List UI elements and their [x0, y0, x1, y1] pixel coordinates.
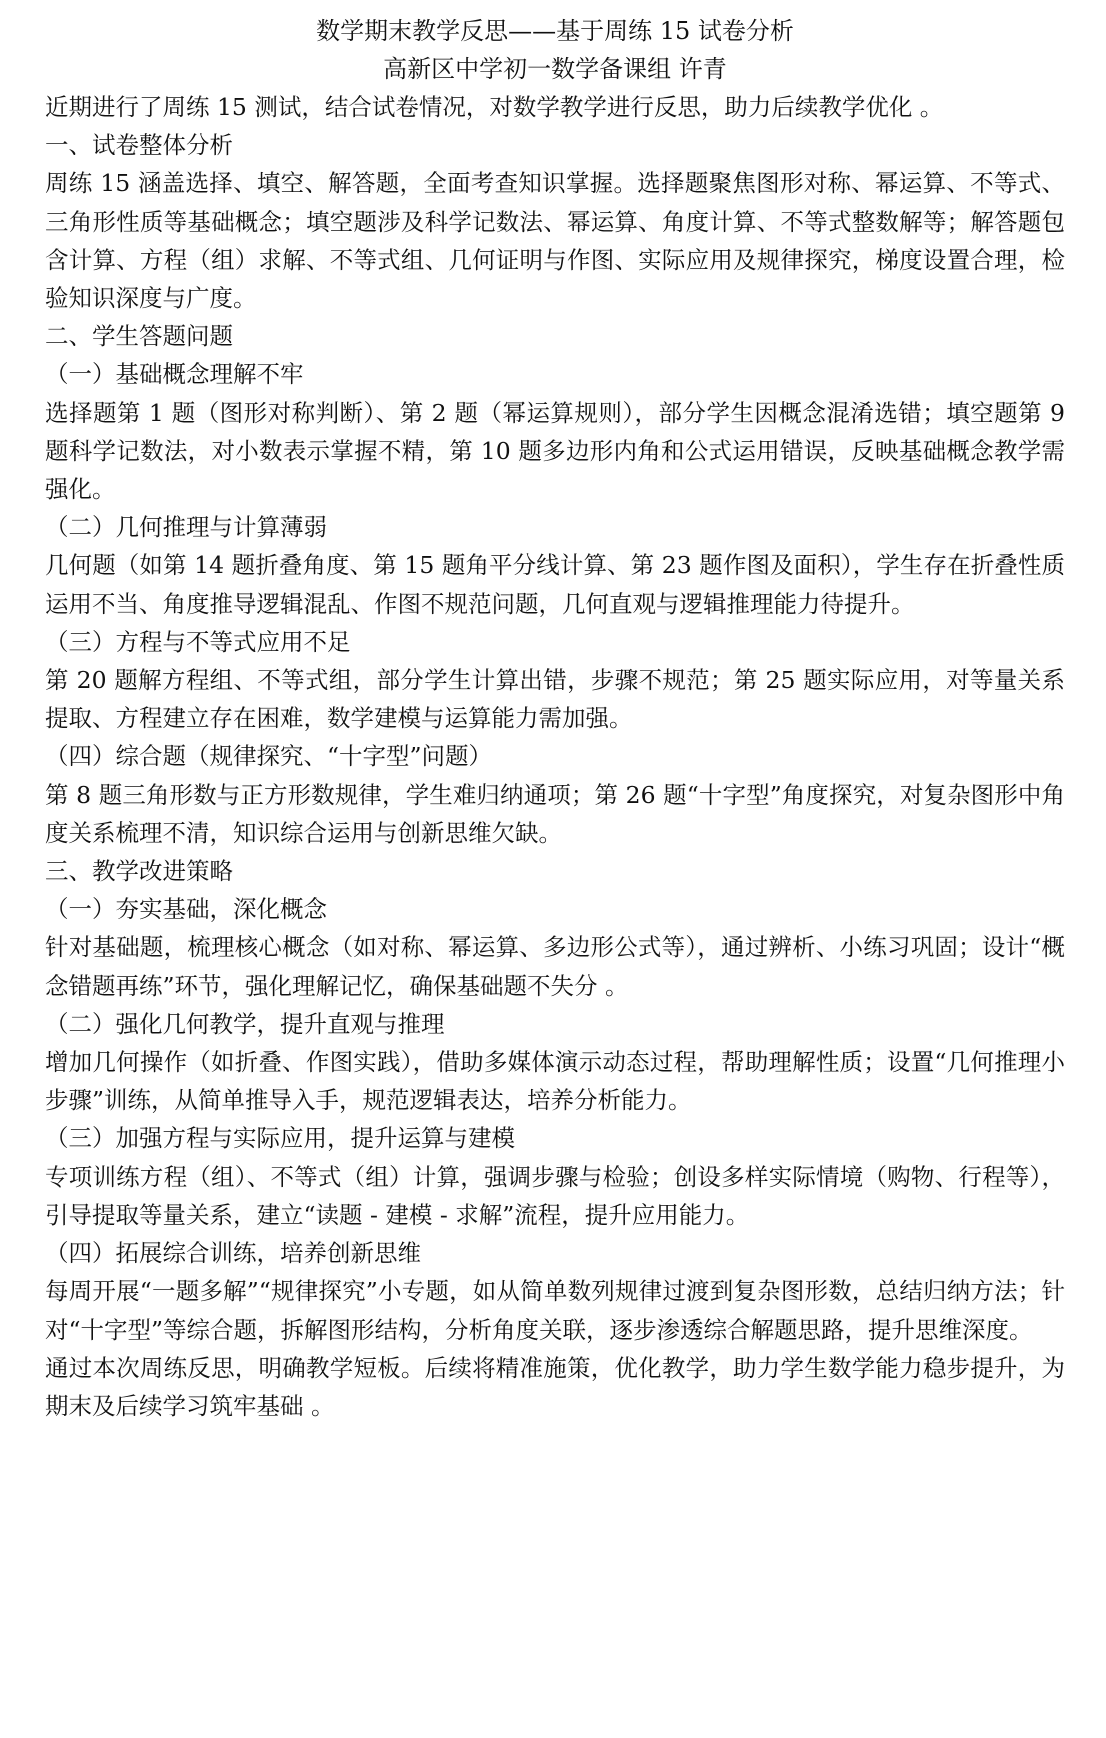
section2-sub1-paragraph: 选择题第 1 题（图形对称判断）、第 2 题（幂运算规则），部分学生因概念混淆选错；填空题第 9 题科学记数法，对小数表示掌握不精，第 10 题多边形内角和公式运用错误，反映基础概念教学需强化。 [45, 398, 1065, 504]
section3-sub1-paragraph: 针对基础题，梳理核心概念（如对称、幂运算、多边形公式等），通过辨析、小练习巩固；设计“概念错题再练”环节，强化理解记忆，确保基础题不失分 。 [45, 933, 1065, 1000]
section2-sub3-paragraph: 第 20 题解方程组、不等式组，部分学生计算出错，步骤不规范；第 25 题实际应用，对等量关系提取、方程建立存在困难，数学建模与运算能力需加强。 [45, 666, 1065, 733]
document-author: 高新区中学初一数学备课组 许青 [383, 55, 727, 83]
section3-sub4-paragraph: 每周开展“一题多解”“规律探究”小专题，如从简单数列规律过渡到复杂图形数，总结归纳方法；针对“十字型”等综合题，拆解图形结构，分析角度关联，逐步渗透综合解题思路，提升思维深度。 [45, 1277, 1065, 1344]
section2-sub1-title: （一）基础概念理解不牢 [45, 360, 304, 389]
section3-sub4-title: （四）拓展综合训练，培养创新思维 [45, 1239, 421, 1268]
intro-paragraph: 近期进行了周练 15 测试，结合试卷情况，对数学教学进行反思，助力后续教学优化 。 [45, 93, 944, 121]
section3-heading: 三、教学改进策略 [45, 857, 233, 886]
document-page [45, 12, 1065, 1425]
conclusion-paragraph: 通过本次周练反思，明确教学短板。后续将精准施策，优化教学，助力学生数学能力稳步提升，为期末及后续学习筑牢基础 。 [45, 1353, 1065, 1420]
document-title: 数学期末教学反思——基于周练 15 试卷分析 [316, 17, 794, 45]
section3-sub2-title: （二）强化几何教学，提升直观与推理 [45, 1009, 445, 1038]
section2-sub3-title: （三）方程与不等式应用不足 [45, 627, 351, 656]
section2-heading: 二、学生答题问题 [45, 322, 233, 351]
section1-heading: 一、试卷整体分析 [45, 131, 233, 160]
section2-sub2-paragraph: 几何题（如第 14 题折叠角度、第 15 题角平分线计算、第 23 题作图及面积），学生存在折叠性质运用不当、角度推导逻辑混乱、作图不规范问题，几何直观与逻辑推理能力待提升。 [45, 551, 1065, 618]
section3-sub3-title: （三）加强方程与实际应用，提升运算与建模 [45, 1124, 515, 1153]
section3-sub2-paragraph: 增加几何操作（如折叠、作图实践），借助多媒体演示动态过程，帮助理解性质；设置“几何推理小步骤”训练，从简单推导入手，规范逻辑表达，培养分析能力。 [45, 1048, 1065, 1115]
section3-sub1-title: （一）夯实基础，深化概念 [45, 895, 327, 924]
section2-sub2-title: （二）几何推理与计算薄弱 [45, 513, 327, 542]
section1-paragraph: 周练 15 涵盖选择、填空、解答题，全面考查知识掌握。选择题聚焦图形对称、幂运算、不等式、三角形性质等基础概念；填空题涉及科学记数法、幂运算、角度计算、不等式整数解等；解答题包含计算、方程（组）求解、不等式组、几何证明与作图、实际应用及规律探究，梯度设置合理，检验知识深度与广度。 [45, 169, 1065, 313]
section2-sub4-paragraph: 第 8 题三角形数与正方形数规律，学生难归纳通项；第 26 题“十字型”角度探究，对复杂图形中角度关系梳理不清，知识综合运用与创新思维欠缺。 [45, 780, 1065, 847]
section2-sub4-title: （四）综合题（规律探究、“十字型”问题） [45, 742, 493, 771]
section3-sub3-paragraph: 专项训练方程（组）、不等式（组）计算，强调步骤与检验；创设多样实际情境（购物、行程等），引导提取等量关系，建立“读题 - 建模 - 求解”流程，提升应用能力。 [45, 1162, 1065, 1229]
